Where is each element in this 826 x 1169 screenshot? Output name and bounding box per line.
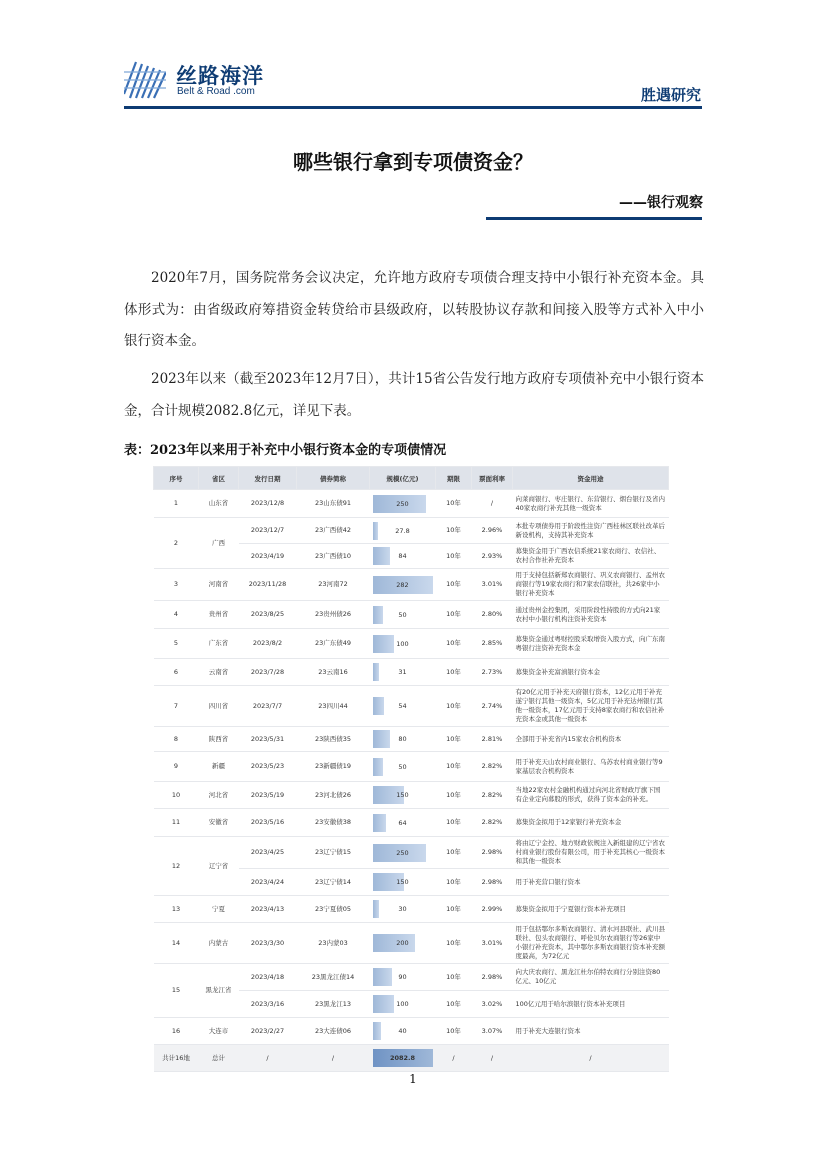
scale-bar [373, 1022, 382, 1040]
bond-name-cell: 23新疆债19 [297, 752, 370, 782]
table-row [154, 964, 669, 991]
table-row [154, 1018, 669, 1045]
province-cell: 内蒙古 [199, 923, 239, 964]
row-number-cell: 9 [154, 752, 199, 782]
fund-use-cell: 当地22家农村金融机构通过向河北省财政厅旗下国有企业定向募股的形式，获得了资本金的补充。 [513, 782, 669, 809]
term-cell: 10年 [436, 923, 472, 964]
term-cell: 10年 [436, 490, 472, 518]
scale-value: 90 [398, 973, 407, 981]
scale-cell [370, 659, 436, 686]
scale-value: 64 [398, 818, 407, 827]
rate-cell: / [472, 490, 513, 518]
province-cell: 安徽省 [199, 809, 239, 837]
fund-use-cell: 本批专项债券用于阶段性注资广西桂林区联社改革后新设机构，支持其补充资本 [513, 518, 669, 544]
fund-use-cell: 全部用于补充省内15家农合机构资本 [513, 727, 669, 752]
rate-cell: 2.85% [472, 629, 513, 659]
term-cell: 10年 [436, 809, 472, 837]
province-cell: 陕西省 [199, 727, 239, 752]
fund-use-cell: 有20亿元用于补充天府银行资本，12亿元用于补充遂宁银行其他一级资本，5亿元用于补充达州银行其他一级资本，17亿元用于支持8家农商行和农信社补充资本金或其他一级资本 [513, 686, 669, 727]
fund-use-cell: 募集资金通过粤财控股采取增资入股方式，向广东南粤银行注资补充资本金 [513, 629, 669, 659]
brand-name: 丝路海洋 [176, 64, 264, 88]
rate-cell: 2.82% [472, 809, 513, 837]
total-rate-cell: / [472, 1045, 513, 1072]
rate-cell: 2.93% [472, 544, 513, 569]
scale-value: 40 [398, 1027, 407, 1035]
subtitle-underline [486, 217, 702, 220]
province-cell: 贵州省 [199, 601, 239, 629]
row-number-cell: 12 [154, 837, 199, 896]
bond-name-cell: 23山东债91 [297, 490, 370, 518]
scale-bar [373, 697, 384, 715]
rate-cell: 2.81% [472, 727, 513, 752]
table-row [154, 923, 669, 964]
scale-value: 100 [396, 1000, 409, 1008]
row-number-cell: 14 [154, 923, 199, 964]
bond-name-cell: 23内蒙03 [297, 923, 370, 964]
row-number-cell: 10 [154, 782, 199, 809]
table-row [154, 896, 669, 923]
scale-cell [370, 869, 436, 896]
issue-date-cell: 2023/7/28 [239, 659, 297, 686]
rate-cell: 3.01% [472, 923, 513, 964]
table-row [154, 727, 669, 752]
term-cell: 10年 [436, 782, 472, 809]
scale-cell [370, 601, 436, 629]
fund-use-cell: 募集资金拟用于宁夏银行资本补充项目 [513, 896, 669, 923]
fund-use-cell: 100亿元用于哈尔滨银行资本补充项目 [513, 991, 669, 1018]
issue-date-cell: 2023/8/25 [239, 601, 297, 629]
table-row [154, 659, 669, 686]
fund-use-cell: 募集资金补充富滇银行资本金 [513, 659, 669, 686]
header-cell: 资金用途 [513, 467, 669, 490]
province-cell: 河北省 [199, 782, 239, 809]
scale-bar [373, 522, 379, 540]
scale-cell [370, 569, 436, 601]
issue-date-cell: 2023/5/23 [239, 752, 297, 782]
bond-name-cell: 23安徽债38 [297, 809, 370, 837]
scale-value: 54 [398, 702, 407, 710]
scale-bar [373, 635, 394, 653]
scale-value: 50 [398, 762, 407, 771]
scale-value: 250 [396, 499, 409, 508]
fund-use-cell: 向莱商银行、枣庄银行、东营银行、烟台银行及省内40家农商行补充其他一级资本 [513, 490, 669, 518]
fund-use-cell: 用于补充大连银行资本 [513, 1018, 669, 1045]
paragraph-summary: 2023年以来（截至2023年12月7日），共计15省公告发行地方政府专项债补充中小银行资本金，合计规模2082.8亿元，详见下表。 [124, 371, 704, 419]
bond-name-cell: 23辽宁债15 [297, 837, 370, 869]
scale-value: 50 [398, 610, 407, 619]
scale-bar [373, 968, 392, 986]
issue-date-cell: 2023/4/24 [239, 869, 297, 896]
total-bond-cell: / [297, 1045, 370, 1072]
province-cell: 云南省 [199, 659, 239, 686]
term-cell: 10年 [436, 659, 472, 686]
issue-date-cell: 2023/4/13 [239, 896, 297, 923]
scale-bar [373, 547, 391, 565]
issue-date-cell: 2023/5/31 [239, 727, 297, 752]
issue-date-cell: 2023/3/16 [239, 991, 297, 1018]
row-number-cell: 8 [154, 727, 199, 752]
issue-date-cell: 2023/11/28 [239, 569, 297, 601]
row-number-cell: 7 [154, 686, 199, 727]
header-cell: 发行日期 [239, 467, 297, 490]
header-cell: 票面利率 [472, 467, 513, 490]
scale-cell [370, 1018, 436, 1045]
header-cell: 序号 [154, 467, 199, 490]
term-cell: 10年 [436, 544, 472, 569]
scale-cell [370, 809, 436, 837]
rate-cell: 2.74% [472, 686, 513, 727]
scale-bar [373, 900, 379, 918]
issue-date-cell: 2023/4/25 [239, 837, 297, 869]
scale-value: 100 [396, 639, 409, 648]
table-row [154, 782, 669, 809]
province-cell: 广西 [199, 518, 239, 569]
row-number-cell: 1 [154, 490, 199, 518]
term-cell: 10年 [436, 869, 472, 896]
scale-bar [373, 995, 394, 1013]
rate-cell: 2.82% [472, 752, 513, 782]
scale-cell [370, 837, 436, 869]
total-scale-value: 2082.8 [389, 1054, 416, 1062]
term-cell: 10年 [436, 727, 472, 752]
term-cell: 10年 [436, 569, 472, 601]
term-cell: 10年 [436, 1018, 472, 1045]
issue-date-cell: 2023/2/27 [239, 1018, 297, 1045]
rate-cell: 3.07% [472, 1018, 513, 1045]
bond-name-cell: 23河南72 [297, 569, 370, 601]
scale-cell [370, 991, 436, 1018]
section-label: 胜遇研究 [640, 86, 701, 104]
page-number: 1 [409, 1072, 417, 1086]
scale-value: 30 [398, 905, 407, 913]
rate-cell: 2.82% [472, 782, 513, 809]
table-row [154, 490, 669, 518]
fund-use-cell: 用于支持包括新郑农商银行、巩义农商银行、孟州农商银行等19家农商行和7家农信联社，共26家中小银行补充资本 [513, 569, 669, 601]
header-cell: 省区 [199, 467, 239, 490]
header-cell: 规模(亿元) [370, 467, 436, 490]
term-cell: 10年 [436, 686, 472, 727]
scale-value: 84 [398, 552, 407, 560]
bond-name-cell: 23陕西债35 [297, 727, 370, 752]
fund-use-cell: 将由辽宁金控、地方财政依规注入新组建的辽宁省农村商业银行股份有限公司，用于补充其核心一级资本和其他一级资本 [513, 837, 669, 869]
issue-date-cell: 2023/12/7 [239, 518, 297, 544]
row-number-cell: 15 [154, 964, 199, 1018]
bond-name-cell: 23云南16 [297, 659, 370, 686]
province-cell: 辽宁省 [199, 837, 239, 896]
province-cell: 河南省 [199, 569, 239, 601]
province-cell: 新疆 [199, 752, 239, 782]
total-label-cell: 共计16地 [154, 1045, 199, 1072]
scale-bar [373, 758, 384, 776]
table-row [154, 629, 669, 659]
table-row [154, 809, 669, 837]
page-title: 哪些银行拿到专项债资金？ [293, 150, 533, 174]
fund-use-cell: 募集资金用于广西农信系统21家农商行、农信社、农村合作社补充资本 [513, 544, 669, 569]
bond-name-cell: 23广西债42 [297, 518, 370, 544]
scale-value: 150 [396, 878, 409, 886]
header-divider [124, 106, 702, 109]
issue-date-cell: 2023/7/7 [239, 686, 297, 727]
scale-cell [370, 752, 436, 782]
term-cell: 10年 [436, 837, 472, 869]
total-date-cell: / [239, 1045, 297, 1072]
header-cell: 期限 [436, 467, 472, 490]
issue-date-cell: 2023/5/19 [239, 782, 297, 809]
term-cell: 10年 [436, 518, 472, 544]
term-cell: 10年 [436, 629, 472, 659]
bond-name-cell: 23宁夏债05 [297, 896, 370, 923]
rate-cell: 3.01% [472, 569, 513, 601]
bond-name-cell: 23黑龙江债14 [297, 964, 370, 991]
province-cell: 黑龙江省 [199, 964, 239, 1018]
scale-value: 250 [396, 848, 409, 857]
row-number-cell: 4 [154, 601, 199, 629]
brand-logo [124, 58, 166, 100]
rate-cell: 2.96% [472, 518, 513, 544]
term-cell: 10年 [436, 964, 472, 991]
row-number-cell: 11 [154, 809, 199, 837]
province-cell: 山东省 [199, 490, 239, 518]
rate-cell: 2.73% [472, 659, 513, 686]
scale-bar [373, 730, 390, 748]
brand-domain: Belt & Road .com [177, 86, 255, 97]
term-cell: 10年 [436, 752, 472, 782]
table-row [154, 518, 669, 544]
rate-cell: 2.98% [472, 869, 513, 896]
page-subtitle: ——银行观察 [619, 195, 703, 211]
table-row [154, 837, 669, 869]
table-row [154, 569, 669, 601]
total-scale-cell [370, 1045, 436, 1072]
row-number-cell: 16 [154, 1018, 199, 1045]
issue-date-cell: 2023/12/8 [239, 490, 297, 518]
term-cell: 10年 [436, 896, 472, 923]
bond-name-cell: 23河北债26 [297, 782, 370, 809]
rate-cell: 2.80% [472, 601, 513, 629]
scale-cell [370, 518, 436, 544]
scale-value: 27.8 [395, 526, 410, 535]
scale-cell [370, 686, 436, 727]
province-cell: 大连市 [199, 1018, 239, 1045]
table-row [154, 686, 669, 727]
issue-date-cell: 2023/4/19 [239, 544, 297, 569]
scale-value: 31 [398, 668, 407, 676]
scale-cell [370, 896, 436, 923]
scale-cell [370, 544, 436, 569]
scale-bar [373, 814, 387, 832]
table-row [154, 752, 669, 782]
scale-bar [373, 663, 380, 681]
province-cell: 广东省 [199, 629, 239, 659]
total-term-cell: / [436, 1045, 472, 1072]
scale-value: 200 [396, 939, 409, 947]
scale-value: 80 [398, 735, 407, 743]
bond-table [153, 466, 669, 1072]
row-number-cell: 5 [154, 629, 199, 659]
bond-name-cell: 23黑龙江13 [297, 991, 370, 1018]
rate-cell: 3.02% [472, 991, 513, 1018]
table-caption: 表：2023年以来用于补充中小银行资本金的专项债情况 [124, 443, 447, 458]
fund-use-cell: 募集资金拟用于12家银行补充资本金 [513, 809, 669, 837]
scale-value: 282 [396, 580, 409, 589]
scale-cell [370, 490, 436, 518]
issue-date-cell: 2023/3/30 [239, 923, 297, 964]
fund-use-cell: 通过贵州金控集团，采用阶段性持股的方式向21家农村中小银行机构注资补充资本 [513, 601, 669, 629]
table-header-row [154, 467, 669, 490]
scale-value: 150 [396, 791, 409, 799]
term-cell: 10年 [436, 601, 472, 629]
total-prov-cell: 总计 [199, 1045, 239, 1072]
term-cell: 10年 [436, 991, 472, 1018]
total-use-cell: / [513, 1045, 669, 1072]
bond-name-cell: 23大连债06 [297, 1018, 370, 1045]
row-number-cell: 3 [154, 569, 199, 601]
paragraph-intro: 2020年7月，国务院常务会议决定，允许地方政府专项债合理支持中小银行补充资本金。具体形式为：由省级政府筹措资金转贷给市县级政府，以转股协议存款和间接入股等方式补入中小银行资本金。 [124, 270, 704, 349]
province-cell: 四川省 [199, 686, 239, 727]
province-cell: 宁夏 [199, 896, 239, 923]
row-number-cell: 6 [154, 659, 199, 686]
rate-cell: 2.98% [472, 964, 513, 991]
rate-cell: 2.99% [472, 896, 513, 923]
bond-name-cell: 23广西债10 [297, 544, 370, 569]
issue-date-cell: 2023/5/16 [239, 809, 297, 837]
scale-cell [370, 629, 436, 659]
bond-name-cell: 23贵州债26 [297, 601, 370, 629]
scale-bar [373, 606, 384, 624]
row-number-cell: 2 [154, 518, 199, 569]
scale-cell [370, 727, 436, 752]
issue-date-cell: 2023/4/18 [239, 964, 297, 991]
scale-cell [370, 964, 436, 991]
table-row [154, 601, 669, 629]
scale-cell [370, 782, 436, 809]
issue-date-cell: 2023/8/2 [239, 629, 297, 659]
scale-cell [370, 923, 436, 964]
bond-name-cell: 23四川44 [297, 686, 370, 727]
fund-use-cell: 用于补充营口银行资本 [513, 869, 669, 896]
table-total-row [154, 1045, 669, 1072]
bond-name-cell: 23辽宁债14 [297, 869, 370, 896]
bond-name-cell: 23广东债49 [297, 629, 370, 659]
fund-use-cell: 用于包括鄂尔多斯农商银行、清水河县联社、武川县联社、包头农商银行、呼伦贝尔农商银行等26家中小银行补充资本，其中鄂尔多斯农商银行资本补充额度最高，为72亿元 [513, 923, 669, 964]
fund-use-cell: 向大庆农商行、黑龙江杜尔伯特农商行分别注资80亿元、10亿元 [513, 964, 669, 991]
fund-use-cell: 用于补充天山农村商业银行、乌苏农村商业银行等9家基层农合机构资本 [513, 752, 669, 782]
row-number-cell: 13 [154, 896, 199, 923]
header-cell: 债券简称 [297, 467, 370, 490]
rate-cell: 2.98% [472, 837, 513, 869]
